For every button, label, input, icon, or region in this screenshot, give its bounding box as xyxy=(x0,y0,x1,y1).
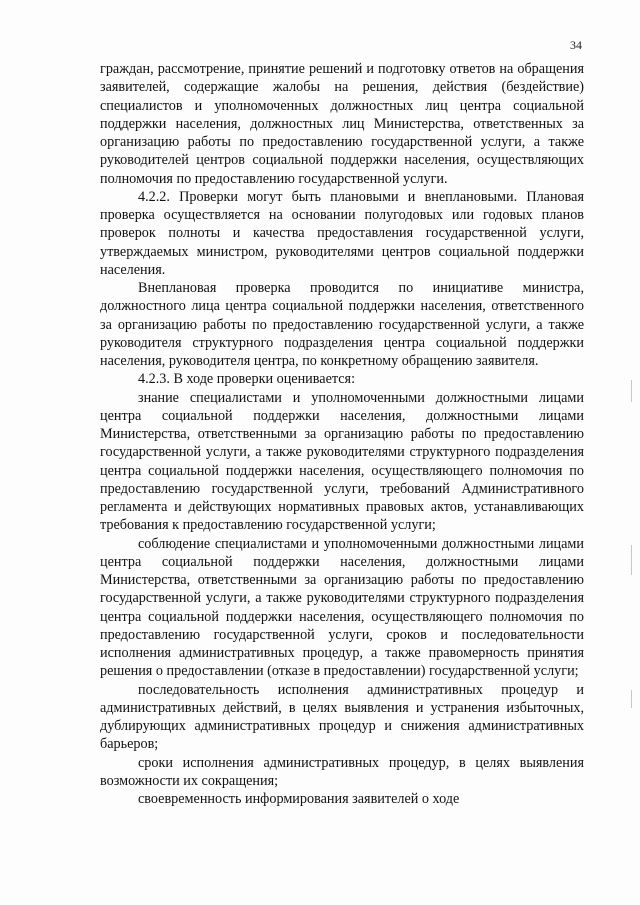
scan-edge-mark xyxy=(631,545,632,575)
paragraph-knowledge: знание специалистами и уполномоченными должностными лицами центра социальной поддержки населения, должностными лицами Министерства, ответственными за организацию работы по предоставлению государственной услуги, а также руководителями структурного подразделения центра социальной поддержки населения, осуществляющего полномочия по предоставлению государственной услуги, требований Административного регламента и действующих нормативных правовых актов, устанавливающих требования к предоставлению государственной услуги; xyxy=(100,389,584,534)
paragraph-4-2-3: 4.2.3. В ходе проверки оценивается: xyxy=(138,371,356,388)
paragraph-timeliness: своевременность информирования заявителей о ходе xyxy=(138,791,460,807)
paragraph-continuation: граждан, рассмотрение, принятие решений и подготовку ответов на обращения заявителей, содержащие жалобы на решения, действия (бездействие) специалистов и уполномоченных должностных лиц центра социальной поддержки населения, должностных лиц Министерства, ответственных за организацию работы по предоставлению государственной услуги, а также руководителей центров социальной поддержки населения, осуществляющих полномочия по предоставлению государственной услуги. xyxy=(100,61,584,187)
scan-edge-mark xyxy=(631,690,632,708)
page-number: 34 xyxy=(570,38,582,52)
paragraph-4-2-2: 4.2.2. Проверки могут быть плановыми и внеплановыми. Плановая проверка осуществляется на основании полугодовых или годовых планов проверок полноты и качества предоставления государственной услуги, утверждаемых министром, руководителями центров социальной поддержки населения. xyxy=(100,188,584,278)
paragraph-compliance: соблюдение специалистами и уполномоченными должностными лицами центра социальной поддержки населения, должностными лицами Министерства, ответственными за организацию работы по предоставлению государственной услуги, а также руководителями структурного подразделения центра социальной поддержки населения, осуществляющего полномочия по предоставлению государственной услуги, сроков и последовательности исполнения административных процедур, а также правомерность принятия решения о предоставлении (отказе в предоставлении) государственной услуги; xyxy=(100,535,584,680)
scan-edge-mark xyxy=(631,380,632,402)
paragraph-unplanned-check: Внеплановая проверка проводится по инициативе министра, должностного лица центра социальной поддержки населения, ответственного за организацию работы по предоставлению государственной услуги, а также руководителя структурного подразделения центра социальной поддержки населения, руководителя центра, по конкретному обращению заявителя. xyxy=(100,280,584,369)
paragraph-sequence: последовательность исполнения административных процедур и административных действий, в целях выявления и устранения избыточных, дублирующих административных процедур и снижения административных барьеров; xyxy=(100,681,584,753)
document-body xyxy=(100,60,584,808)
paragraph-deadlines: сроки исполнения административных процедур, в целях выявления возможности их сокращения; xyxy=(100,754,584,789)
